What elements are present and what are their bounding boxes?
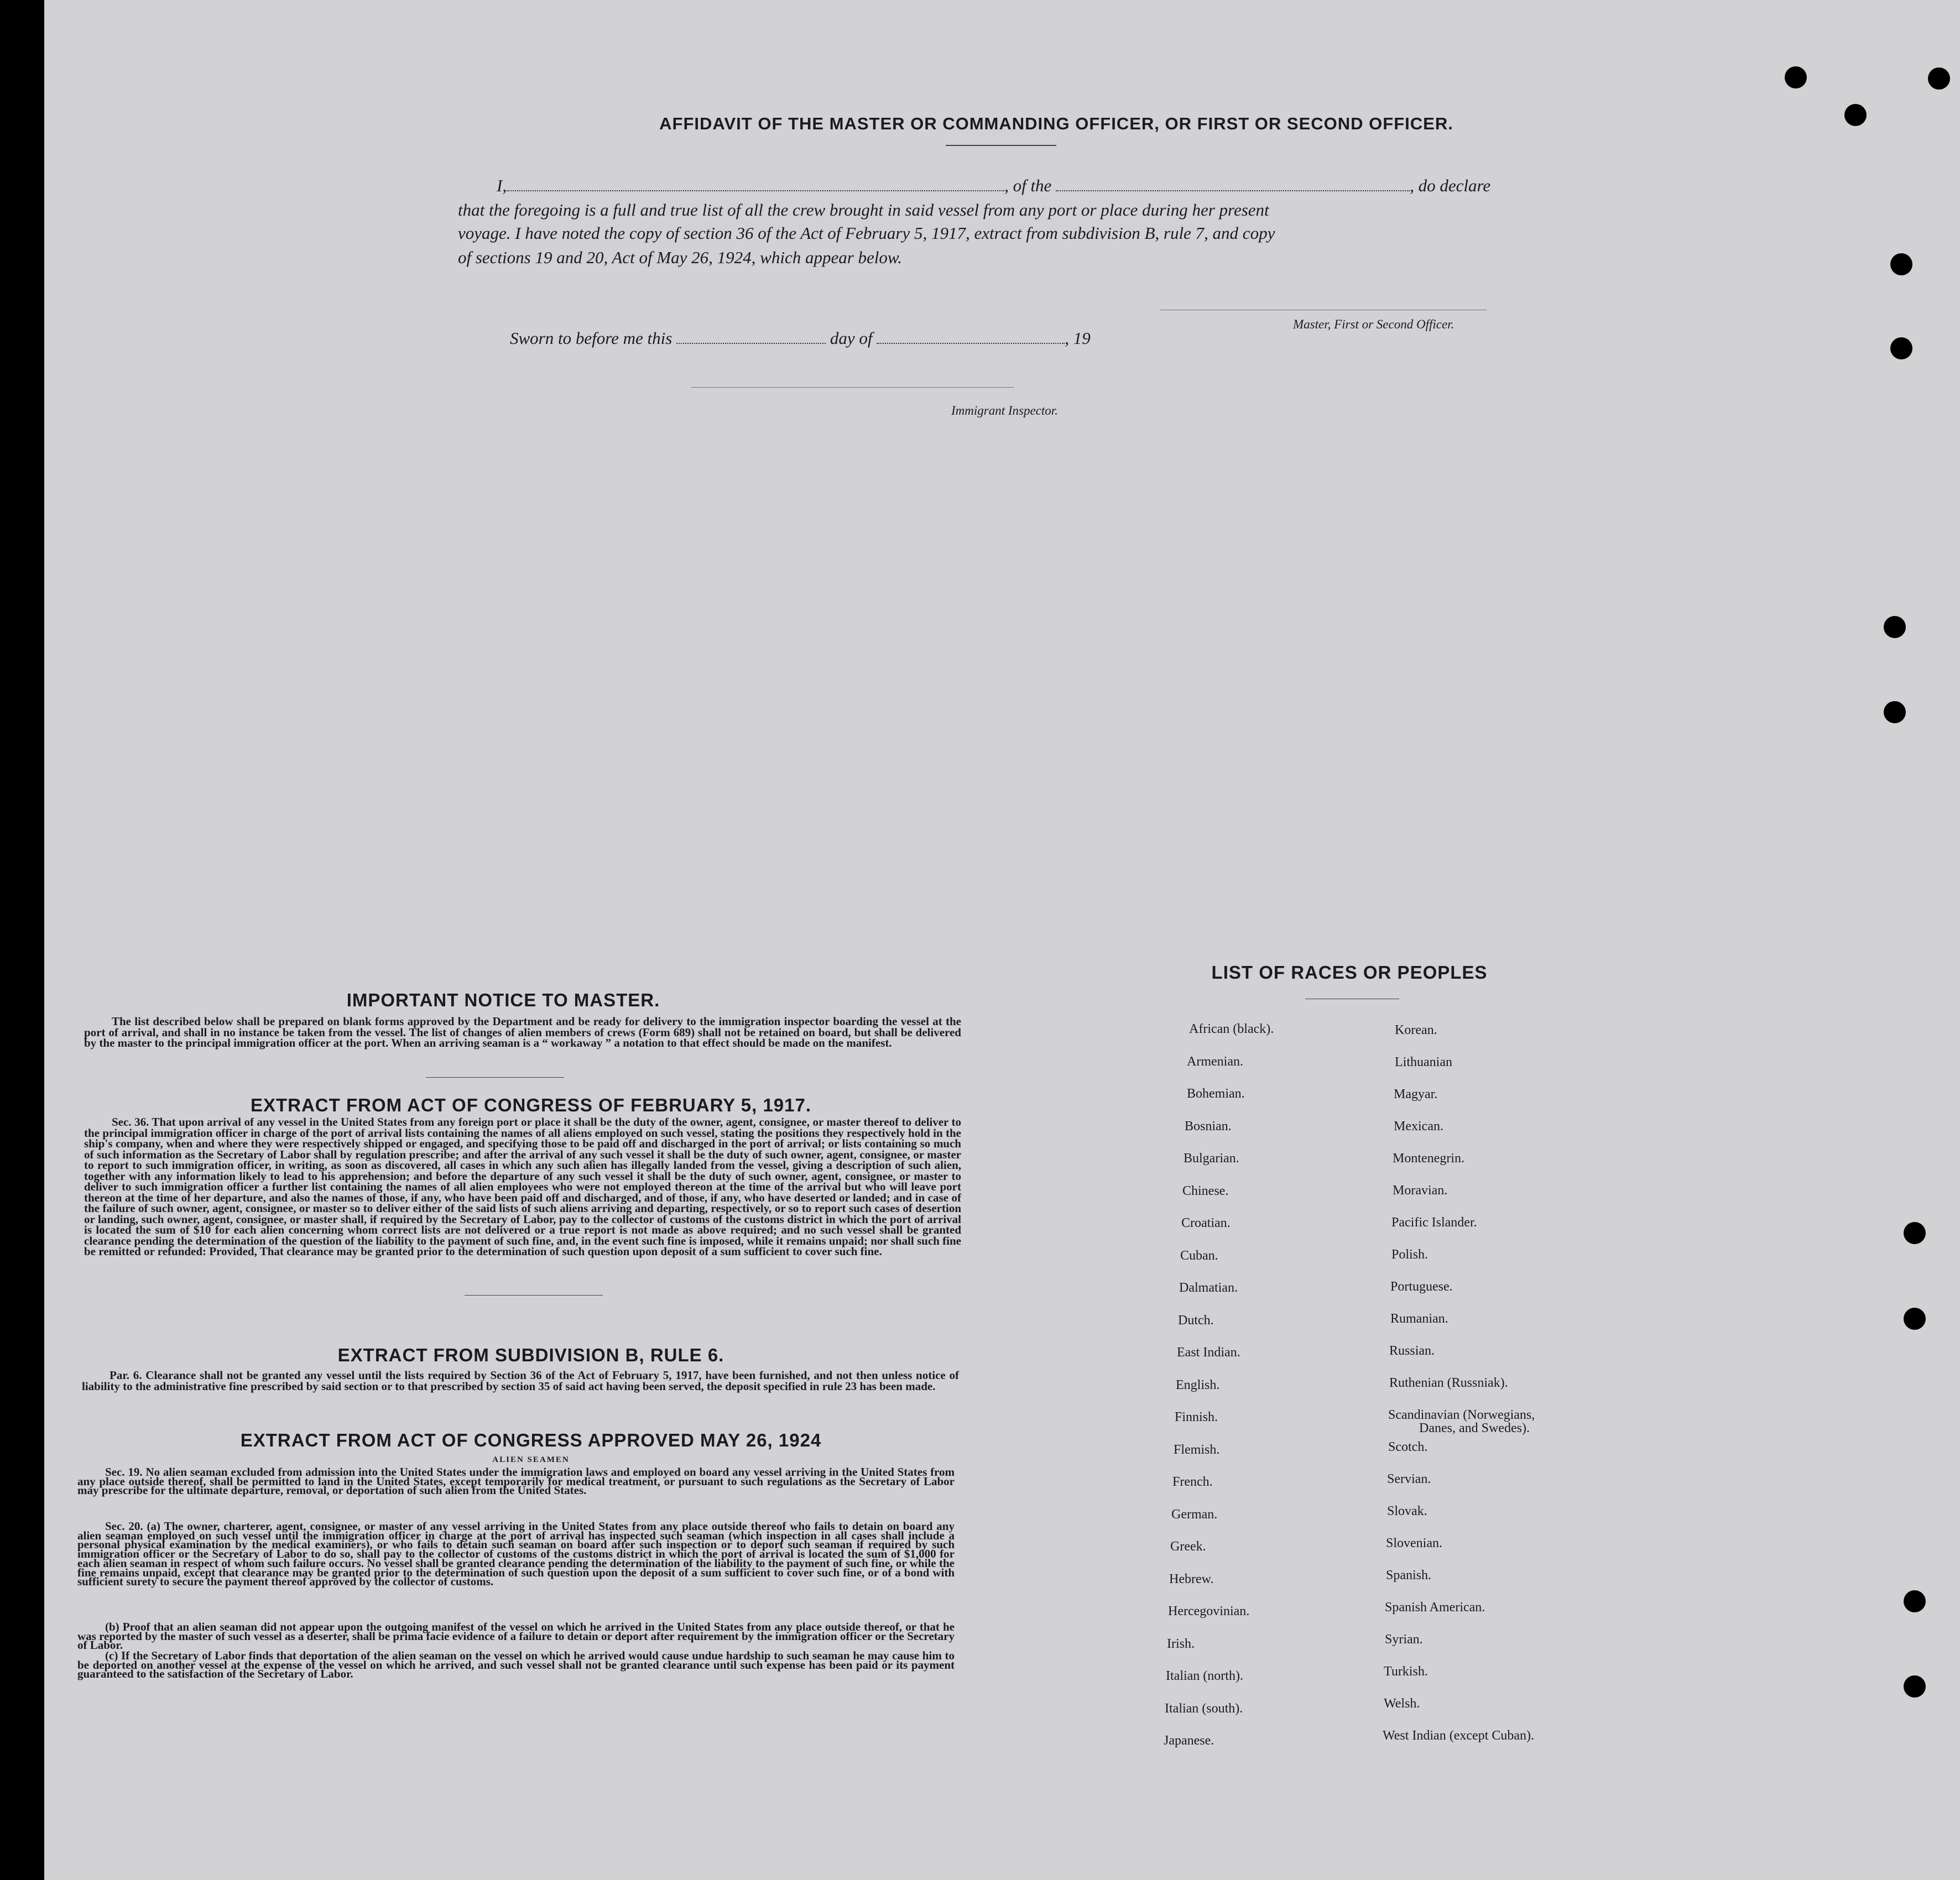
punch-hole bbox=[1884, 616, 1906, 638]
extract-1917-text: Sec. 36. That upon arrival of any vessel in the United States from any foreign port or place it shall be the duty of the owner, agent, consignee, or master thereof to deliver to the principal immigration officer in charge of the port of arrival lists containing the names of all aliens employed on such vessel, stating the positions they respectively hold in the ship's company, when and where they were respectively shipped or engaged, and specifying those to be paid off and discharged in the port of arrival; or lists containing so much of such information as the Secretary of Labor shall by regulation prescribe; and after the arrival of any such vessel it shall be the duty of such owner, agent, consignee, or master to report to such immigration officer, in writing, as soon as discovered, all cases in which any such alien has illegally landed from the vessel, giving a description of such alien, together with any information likely to lead to his apprehension; and before the departure of any such vessel it shall be the duty of such owner, agent, consignee, or master to deliver to such immigration officer a further list containing the names of all alien employees who were not employed thereon at the time of the arrival but who will leave port thereon at the time of her departure, and also the names of those, if any, who have been paid off and discharged, and of those, if any, who have deserted or landed; and in case of the failure of such owner, agent, consignee, or master so to deliver either of the said lists of such aliens arriving and departing, respectively, or so to report such cases of desertion or landing, such owner, agent, consignee, or master shall, if required by the Secretary of Labor, pay to the collector of customs of the customs district in which the port of arrival is located the sum of $10 for each alien concerning whom correct lists are not delivered or a true report is not made as above required; and no such vessel shall be granted clearance pending the determination of the question of the liability to the payment of such fine, and, in the event such fine is imposed, while it remains unpaid; nor shall such fine be remitted or refunded: Provided, That clearance may be granted prior to the determination of such question upon deposit of a sum sufficient to cover such fine. bbox=[84, 1115, 961, 1258]
affidavit-of-the: , of the bbox=[1004, 176, 1052, 195]
punch-hole bbox=[1890, 337, 1912, 359]
race-item: Croatian. bbox=[1181, 1216, 1231, 1230]
inspector-signature-line[interactable] bbox=[691, 387, 1014, 388]
race-item: Cuban. bbox=[1180, 1248, 1218, 1263]
rule6-text: Par. 6. Clearance shall not be granted any vessel until the lists required by Section 36 of the Act of February 5, 1917, have been furnished, and not then unless notice of liability to the administrative fine prescribed by said section or to that prescribed by section 35 of said act having been served, the deposit specified in rule 23 has been made. bbox=[82, 1369, 959, 1393]
race-item: Japanese. bbox=[1164, 1733, 1214, 1748]
punch-hole bbox=[1904, 1590, 1926, 1612]
race-item: Slovak. bbox=[1387, 1504, 1427, 1518]
extract-1924-sec20c: (c) If the Secretary of Labor finds that deportation of the alien seaman on the vessel on which he arrived would cause undue hardship to such seaman he may cause him to be deported on another vessel at the expense of the vessel on which he arrived, and such vessel shall not be granted clearance until such expense has been paid or its payment guaranteed to the satisfaction of the Secretary of Labor. bbox=[77, 1649, 955, 1681]
punch-hole bbox=[1884, 701, 1906, 723]
affidavit-line-3: voyage. I have noted the copy of section 36 of the Act of February 5, 1917, extract from subdivision B, rule 7, and copy bbox=[458, 223, 1275, 243]
affidavit-line-2: that the foregoing is a full and true list of all the crew brought in said vessel from any port or place during her present bbox=[458, 200, 1269, 220]
day-of-text: day of bbox=[830, 328, 873, 348]
races-title: LIST OF RACES OR PEOPLES bbox=[1211, 962, 1488, 983]
affidavit-i: I, bbox=[497, 176, 507, 195]
race-item: Dutch. bbox=[1178, 1313, 1214, 1328]
race-item: Armenian. bbox=[1187, 1054, 1243, 1069]
notice-text: The list described below shall be prepared on blank forms approved by the Department and be ready for delivery to the immigration inspector boarding the vessel at the port of arrival, and shall in no instance be taken from the vessel. The list of changes of alien members of crews (Form 689) shall not be retained on board, but shall be delivered by the master to the principal immigration officer at the port. When an arriving seaman is a “ workaway ” a notation to that effect should be made on the manifest. bbox=[84, 1015, 961, 1049]
punch-hole bbox=[1844, 104, 1867, 126]
race-item: Greek. bbox=[1170, 1539, 1206, 1554]
rule6-title: EXTRACT FROM SUBDIVISION B, RULE 6. bbox=[337, 1345, 724, 1365]
extract-1924-subtitle: ALIEN SEAMEN bbox=[492, 1455, 570, 1464]
race-item: Slovenian. bbox=[1386, 1536, 1442, 1550]
race-item: Flemish. bbox=[1174, 1442, 1220, 1457]
document-page bbox=[44, 0, 1960, 1880]
race-item: Korean. bbox=[1395, 1023, 1437, 1037]
race-item: Italian (south). bbox=[1165, 1701, 1243, 1716]
name-blank[interactable] bbox=[507, 185, 1004, 191]
extract-1917-title: EXTRACT FROM ACT OF CONGRESS OF FEBRUARY 5, 1917. bbox=[250, 1095, 812, 1115]
punch-hole bbox=[1928, 67, 1950, 90]
race-item: West Indian (except Cuban). bbox=[1383, 1728, 1534, 1743]
race-item: Bosnian. bbox=[1185, 1119, 1232, 1134]
race-item: Danes, and Swedes). bbox=[1419, 1421, 1530, 1435]
punch-hole bbox=[1904, 1675, 1926, 1698]
sworn-text: Sworn to before me this bbox=[510, 328, 673, 348]
race-item: German. bbox=[1171, 1507, 1218, 1522]
race-item: Russian. bbox=[1389, 1344, 1435, 1358]
race-item: Dalmatian. bbox=[1179, 1281, 1238, 1295]
race-item: Moravian. bbox=[1393, 1183, 1448, 1198]
race-item: African (black). bbox=[1189, 1022, 1274, 1036]
race-item: Bulgarian. bbox=[1184, 1151, 1239, 1166]
punch-hole bbox=[1890, 253, 1912, 275]
inspector-label: Immigrant Inspector. bbox=[951, 404, 1058, 417]
extract-1924-sec20a: Sec. 20. (a) The owner, charterer, agent, consignee, or master of any vessel arriving in the United States from any place outside thereof who fails to detain on board any alien seaman employed on such vessel until the immigration officer in charge at the port of arrival has inspected such seaman (which inspection in all cases shall include a personal physical examination by the medical examiners), or who fails to detain such seaman on board after such inspection or to deport such seaman if required by such immigration officer or the Secretary of Labor to do so, shall pay to the collector of customs of the customs district in which the port of arrival is located the sum of $1,000 for each alien seaman in respect of whom such failure occurs. No vessel shall be granted clearance pending the determination of the liability to the payment of such fine, or while the fine remains unpaid, except that clearance may be granted prior to the determination of such question upon the deposit of a sum sufficient to cover such fine, or of a bond with sufficient surety to secure the payment thereof approved by the collector of customs. bbox=[77, 1519, 955, 1589]
sworn-month-blank[interactable] bbox=[877, 337, 1065, 344]
notice-title: IMPORTANT NOTICE TO MASTER. bbox=[346, 990, 660, 1010]
race-item: Turkish. bbox=[1384, 1664, 1428, 1679]
race-item: Scandinavian (Norwegians, bbox=[1388, 1408, 1535, 1422]
race-item: Bohemian. bbox=[1187, 1087, 1245, 1101]
race-item: English. bbox=[1176, 1377, 1220, 1392]
race-item: Irish. bbox=[1167, 1636, 1195, 1651]
race-item: Portuguese. bbox=[1390, 1280, 1453, 1294]
race-item: Spanish. bbox=[1386, 1568, 1432, 1583]
master-label: Master, First or Second Officer. bbox=[1293, 317, 1455, 331]
race-item: Spanish American. bbox=[1385, 1600, 1485, 1615]
notice-rule bbox=[426, 1077, 564, 1078]
race-item: Syrian. bbox=[1385, 1632, 1423, 1647]
affidavit-title-rule bbox=[946, 145, 1056, 146]
race-item: Welsh. bbox=[1384, 1696, 1420, 1711]
affidavit-declare: , do declare bbox=[1410, 176, 1491, 195]
extract-1924-sec20b: (b) Proof that an alien seaman did not appear upon the outgoing manifest of the vessel on which he arrived in the United States from any place outside thereof, or that he was reported by the master of such vessel as a deserter, shall be prima facie evidence of a failure to detain or deport after requirement by the immigration officer or the Secretary of Labor. bbox=[77, 1620, 955, 1652]
affidavit-line-4: of sections 19 and 20, Act of May 26, 1924, which appear below. bbox=[458, 248, 903, 267]
race-item: Finnish. bbox=[1175, 1410, 1218, 1424]
punch-hole bbox=[1904, 1308, 1926, 1330]
race-item: Chinese. bbox=[1182, 1183, 1229, 1198]
race-item: Magyar. bbox=[1394, 1087, 1438, 1101]
affidavit-title: AFFIDAVIT OF THE MASTER OR COMMANDING OFFICER, OR FIRST OR SECOND OFFICER. bbox=[659, 114, 1453, 133]
affidavit-line-1 bbox=[497, 176, 1490, 196]
race-item: Rumanian. bbox=[1390, 1312, 1448, 1326]
race-item: Ruthenian (Russniak). bbox=[1389, 1376, 1508, 1390]
year-text: , 19 bbox=[1065, 328, 1091, 348]
sworn-line bbox=[510, 328, 1091, 348]
race-item: Mexican. bbox=[1394, 1119, 1443, 1134]
race-item: East Indian. bbox=[1177, 1345, 1240, 1360]
race-item: Hebrew. bbox=[1169, 1571, 1214, 1586]
race-item: French. bbox=[1172, 1475, 1213, 1489]
punch-hole bbox=[1785, 66, 1807, 88]
extract-1924-sec19: Sec. 19. No alien seaman excluded from admission into the United States under the immigration laws and employed on board any vessel arriving in the United States from any place outside thereof, shall be permitted to land in the United States, except temporarily for medical treatment, or pursuant to such regulations as the Secretary of Labor may prescribe for the ultimate departure, removal, or deportation of such alien from the United States. bbox=[77, 1465, 955, 1497]
race-item: Polish. bbox=[1391, 1247, 1429, 1262]
race-item: Servian. bbox=[1387, 1472, 1431, 1486]
race-item: Hercegovinian. bbox=[1168, 1604, 1250, 1618]
sworn-day-blank[interactable] bbox=[676, 337, 826, 344]
vessel-blank[interactable] bbox=[1056, 185, 1410, 191]
race-item: Lithuanian bbox=[1395, 1055, 1452, 1069]
race-item: Pacific Islander. bbox=[1391, 1215, 1477, 1230]
punch-hole bbox=[1904, 1222, 1926, 1244]
extract-1917-rule bbox=[465, 1295, 603, 1296]
race-item: Italian (north). bbox=[1166, 1669, 1243, 1683]
race-item: Montenegrin. bbox=[1393, 1151, 1464, 1166]
extract-1924-title: EXTRACT FROM ACT OF CONGRESS APPROVED MAY 26, 1924 bbox=[240, 1430, 822, 1450]
race-item: Scotch. bbox=[1388, 1440, 1428, 1454]
